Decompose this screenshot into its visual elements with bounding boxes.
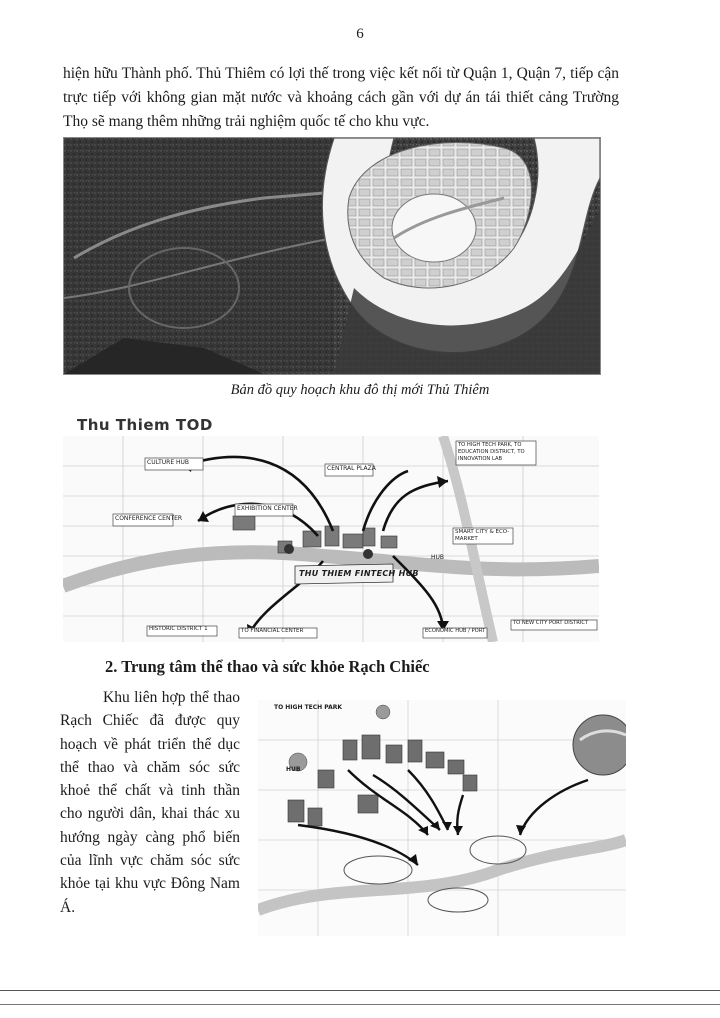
thu-thiem-master-plan-map (63, 137, 601, 375)
label-to-high-tech-park: TO HIGH TECH PARK (274, 704, 343, 711)
label-conference-center: CONFERENCE CENTER (115, 515, 183, 522)
tod-title: Thu Thiem TOD (77, 416, 213, 434)
label-exhibition-center: EXHIBITION CENTER (237, 505, 298, 512)
label-fintech-hub: THU THIEM FINTECH HUB (299, 569, 419, 578)
section-paragraph: Khu liên hợp thể thao Rạch Chiếc đã được quy hoạch về phát triển thể dục thể thao và chăm sóc sức khoẻ thể chất và tinh thần cho người dân, khai thác xu hướng ngày càng phổ biến của lĩnh vực chăm sóc sức khỏe tại khu vực Đông Nam Á. (60, 689, 240, 916)
label-central-plaza: CENTRAL PLAZA (327, 465, 376, 472)
label-bottom-right: TO NEW CITY PORT DISTRICT (513, 620, 589, 626)
label-hub: HUB (431, 554, 445, 561)
thu-thiem-tod-diagram (63, 436, 599, 642)
label-culture-hub: CULTURE HUB (147, 459, 190, 466)
section-heading: 2. Trung tâm thể thao và sức khỏe Rạch Chiếc (105, 657, 430, 676)
rach-chiec-sports-diagram (258, 700, 626, 936)
page-number: 6 (356, 26, 364, 42)
label-smart-city: SMART CITY & ECO-MARKET (455, 529, 510, 542)
label-bottom-mid: ECONOMIC HUB / PORT (425, 628, 486, 634)
footer-rule-secondary (0, 1004, 720, 1005)
intro-paragraph: hiện hữu Thành phố. Thủ Thiêm có lợi thế trong việc kết nối từ Quận 1, Quận 7, tiếp cận trực tiếp với không gian mặt nước và khoảng cách gần với dự án tái thiết cảng Trường Thọ sẽ mang thêm những trải nghiệm quốc tế cho khu vực. (63, 65, 619, 130)
label-top-right: TO HIGH TECH PARK, TO EDUCATION DISTRICT, TO INNOVATION LAB (458, 442, 525, 462)
map-caption: Bản đồ quy hoạch khu đô thị mới Thủ Thiêm (230, 382, 490, 398)
footer-rule (0, 990, 720, 991)
label-historic-district: HISTORIC DISTRICT 1 (149, 626, 208, 632)
label-financial-center: TO FINANCIAL CENTER (241, 628, 304, 634)
label-sport-hub: HUB (286, 766, 301, 773)
